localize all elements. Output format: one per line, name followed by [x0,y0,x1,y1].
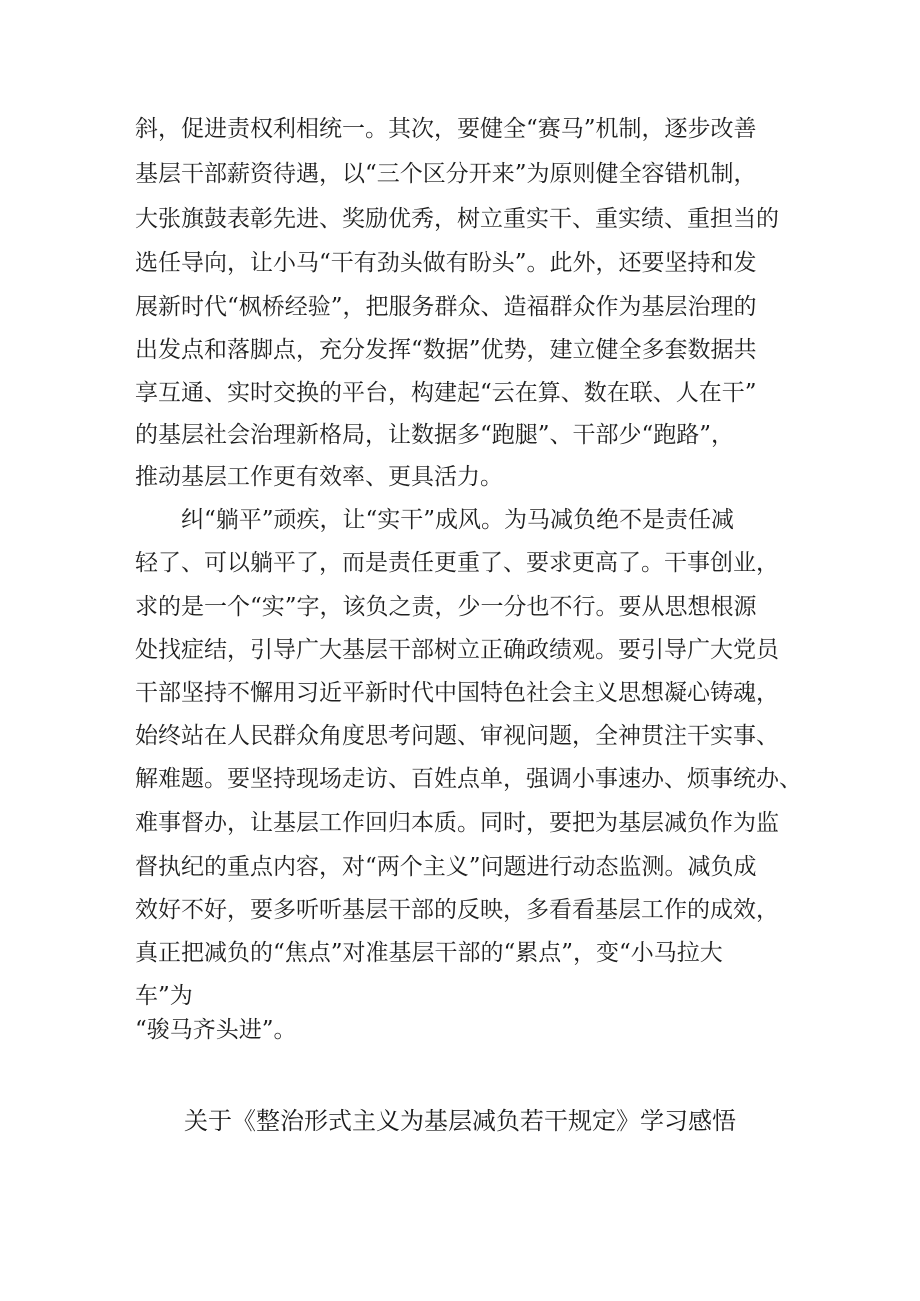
text-line: 真正把减负的“焦点”对准基层干部的“累点”，变“小马拉大 [135,940,723,966]
text-line: 大张旗鼓表彰先进、奖励优秀，树立重实干、重实绩、重担当的 [135,206,779,232]
text-line: 处找症结，引导广大基层干部树立正确政绩观。要引导广大党员 [135,637,779,663]
text-line: 轻了、可以躺平了，而是责任更重了、要求更高了。干事创业， [135,550,779,576]
text-line: 始终站在人民群众角度思考问题、审视问题，全神贯注干实事、 [135,723,779,749]
text-line: 督执纪的重点内容，对“两个主义”问题进行动态监测。减负成 [135,854,757,880]
text-line: 求的是一个“实”字，该负之责，少一分也不行。要从思想根源 [135,594,757,620]
text-line: 车”为 [135,983,193,1009]
text-line: 纠“躺平”顽疾，让“实干”成风。为马减负绝不是责任减 [181,507,735,533]
text-line: 难事督办，让基层工作回归本质。同时，要把为基层减负作为监 [135,810,779,836]
text-line: 推动基层工作更有效率、更具活力。 [135,464,503,490]
section-title: 关于《整治形式主义为基层减负若干规定》学习感悟 [184,1107,736,1135]
text-line: 享互通、实时交换的平台，构建起“云在算、数在联、人在干” [135,380,757,406]
text-line: “骏马齐头进”。 [135,1017,297,1043]
text-line: 展新时代“枫桥经验”，把服务群众、造福群众作为基层治理的 [135,294,757,320]
text-line: 出发点和落脚点，充分发挥“数据”优势，建立健全多套数据共 [135,337,757,363]
text-line: 干部坚持不懈用习近平新时代中国特色社会主义思想凝心铸魂， [135,680,779,706]
text-line: 选任导向，让小马“干有劲头做有盼头”。此外，还要坚持和发 [135,250,757,276]
text-line: 解难题。要坚持现场走访、百姓点单，强调小事速办、烦事统办、 [135,766,802,792]
text-line: 效好不好，要多听听基层干部的反映，多看看基层工作的成效， [135,897,779,923]
text-line: 斜，促进责权利相统一。其次，要健全“赛马”机制，逐步改善 [135,116,757,142]
text-line: 基层干部薪资待遇，以“三个区分开来”为原则健全容错机制， [135,161,757,187]
text-line: 的基层社会治理新格局，让数据多“跑腿”、干部少“跑路”， [135,422,735,448]
